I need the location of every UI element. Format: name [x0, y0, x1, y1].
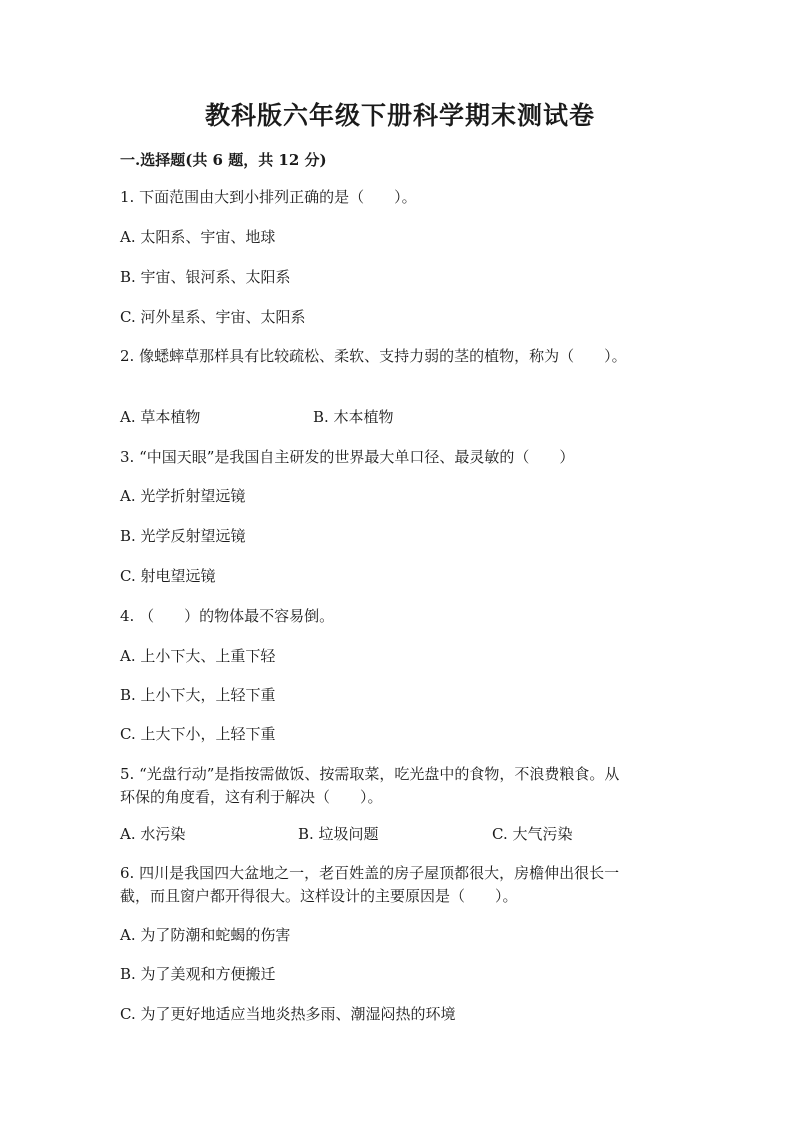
question-3-option-b: B. 光学反射望远镜 — [120, 527, 246, 545]
question-1-stem: 1. 下面范围由大到小排列正确的是（ ）。 — [120, 188, 417, 206]
question-4-stem: 4. （ ）的物体最不容易倒。 — [120, 607, 335, 625]
section-heading: 一.选择题(共 6 题，共 12 分) — [120, 151, 327, 169]
question-4-option-c: C. 上大下小，上轻下重 — [120, 725, 276, 743]
question-1-option-a: A. 太阳系、宇宙、地球 — [120, 228, 276, 246]
question-5-option-a: A. 水污染 — [120, 825, 186, 843]
question-4-option-a: A. 上小下大、上重下轻 — [120, 647, 276, 665]
question-4-option-b: B. 上小下大，上轻下重 — [120, 686, 276, 704]
question-2-option-b: B. 木本植物 — [313, 408, 394, 426]
question-1-option-c: C. 河外星系、宇宙、太阳系 — [120, 308, 306, 326]
question-3-option-a: A. 光学折射望远镜 — [120, 487, 246, 505]
question-5-stem-line-1: 5. “光盘行动”是指按需做饭、按需取菜，吃光盘中的食物，不浪费粮食。从 — [120, 765, 620, 783]
question-1-option-b: B. 宇宙、银河系、太阳系 — [120, 268, 291, 286]
question-6-stem-line-1: 6. 四川是我国四大盆地之一，老百姓盖的房子屋顶都很大，房檐伸出很长一 — [120, 864, 620, 882]
question-6-option-c: C. 为了更好地适应当地炎热多雨、潮湿闷热的环境 — [120, 1005, 456, 1023]
question-2-option-a: A. 草本植物 — [120, 408, 201, 426]
question-6-stem-line-2: 截，而且窗户都开得很大。这样设计的主要原因是（ ）。 — [120, 887, 518, 905]
question-5-option-c: C. 大气污染 — [492, 825, 573, 843]
question-6-option-b: B. 为了美观和方便搬迁 — [120, 965, 276, 983]
question-3-stem: 3. “中国天眼”是我国自主研发的世界最大单口径、最灵敏的（ ） — [120, 448, 575, 466]
exam-title: 教科版六年级下册科学期末测试卷 — [204, 101, 595, 130]
question-6-option-a: A. 为了防潮和蛇蝎的伤害 — [120, 926, 291, 944]
question-3-option-c: C. 射电望远镜 — [120, 567, 216, 585]
question-5-stem-line-2: 环保的角度看，这有利于解决（ ）。 — [120, 788, 383, 806]
question-2-stem: 2. 像蟋蟀草那样具有比较疏松、柔软、支持力弱的茎的植物，称为（ ）。 — [120, 347, 627, 365]
question-5-option-b: B. 垃圾问题 — [298, 825, 379, 843]
